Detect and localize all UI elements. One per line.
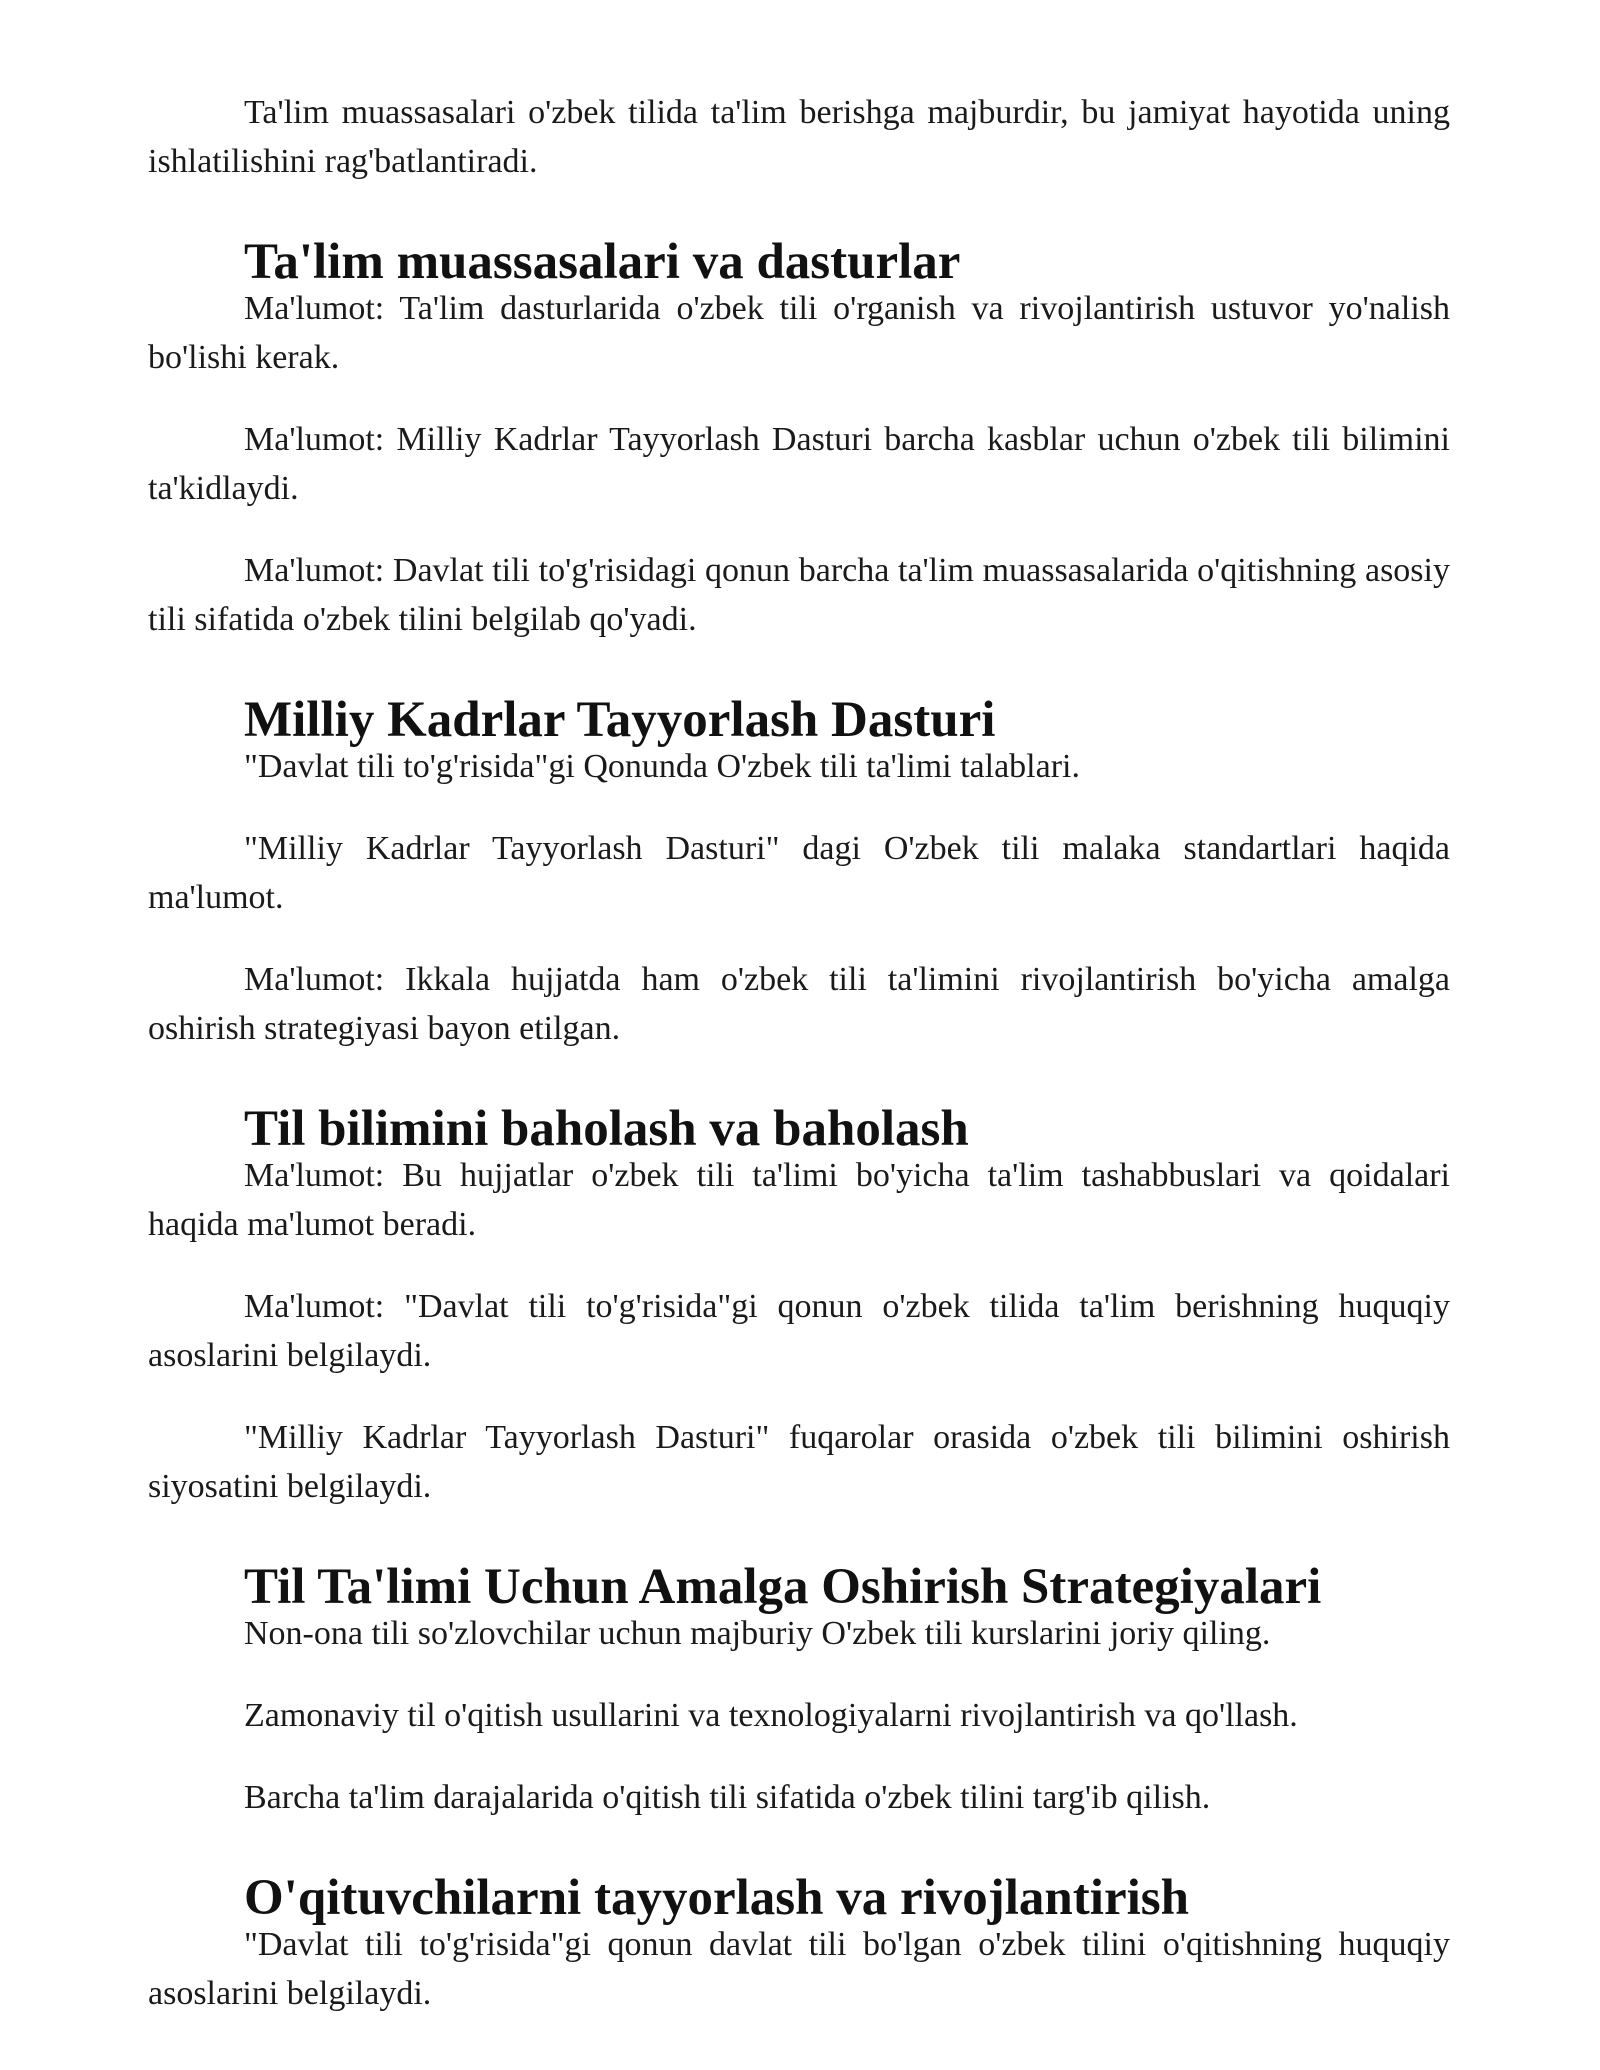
paragraph: Ta'lim muassasalari o'zbek tilida ta'lim berishga majburdir, bu jamiyat hayotida uning ishlatilishini rag'batlantiradi. bbox=[148, 94, 1450, 180]
paragraph: Ma'lumot: Bu hujjatlar o'zbek tili ta'limi bo'yicha ta'lim tashabbuslari va qoidalari haqida ma'lumot beradi. bbox=[148, 1157, 1450, 1243]
section-heading: Ta'lim muassasalari va dasturlar bbox=[244, 234, 961, 290]
paragraph: Ma'lumot: Ta'lim dasturlarida o'zbek tili o'rganish va rivojlantirish ustuvor yo'nalish bo'lishi kerak. bbox=[148, 290, 1450, 376]
section-heading: Milliy Kadrlar Tayyorlash Dasturi bbox=[244, 692, 996, 748]
document-page bbox=[148, 88, 1450, 2051]
paragraph: "Davlat tili to'g'risida"gi qonun davlat tili bo'lgan o'zbek tilini o'qitishning huquqiy asoslarini belgilaydi. bbox=[148, 1926, 1450, 2012]
paragraph: Ma'lumot: Davlat tili to'g'risidagi qonun barcha ta'lim muassasalarida o'qitishning asosiy tili sifatida o'zbek tilini belgilab qo'yadi. bbox=[148, 552, 1450, 638]
paragraph: Ma'lumot: Ikkala hujjatda ham o'zbek tili ta'limini rivojlantirish bo'yicha amalga oshirish strategiyasi bayon etilgan. bbox=[148, 961, 1450, 1047]
paragraph: "Davlat tili to'g'risida"gi Qonunda O'zbek tili ta'limi talablari. bbox=[244, 748, 1080, 785]
paragraph: "Milliy Kadrlar Tayyorlash Dasturi" dagi O'zbek tili malaka standartlari haqida ma'lumot. bbox=[148, 830, 1450, 916]
paragraph: "Milliy Kadrlar Tayyorlash Dasturi" fuqarolar orasida o'zbek tili bilimini oshirish siyosatini belgilaydi. bbox=[148, 1419, 1450, 1505]
paragraph: Ma'lumot: "Davlat tili to'g'risida"gi qonun o'zbek tilida ta'lim berishning huquqiy asoslarini belgilaydi. bbox=[148, 1288, 1450, 1374]
section-heading: Til bilimini baholash va baholash bbox=[244, 1101, 969, 1157]
paragraph: Zamonaviy til o'qitish usullarini va texnologiyalarni rivojlantirish va qo'llash. bbox=[244, 1697, 1298, 1734]
section-heading: Til Ta'limi Uchun Amalga Oshirish Strategiyalari bbox=[244, 1559, 1322, 1615]
section-heading: O'qituvchilarni tayyorlash va rivojlantirish bbox=[244, 1870, 1189, 1926]
paragraph: Ma'lumot: Milliy Kadrlar Tayyorlash Dasturi barcha kasblar uchun o'zbek tili bilimini ta'kidlaydi. bbox=[148, 421, 1450, 507]
paragraph: Barcha ta'lim darajalarida o'qitish tili sifatida o'zbek tilini targ'ib qilish. bbox=[244, 1779, 1211, 1816]
paragraph: Non-ona tili so'zlovchilar uchun majburiy O'zbek tili kurslarini joriy qiling. bbox=[244, 1615, 1271, 1652]
